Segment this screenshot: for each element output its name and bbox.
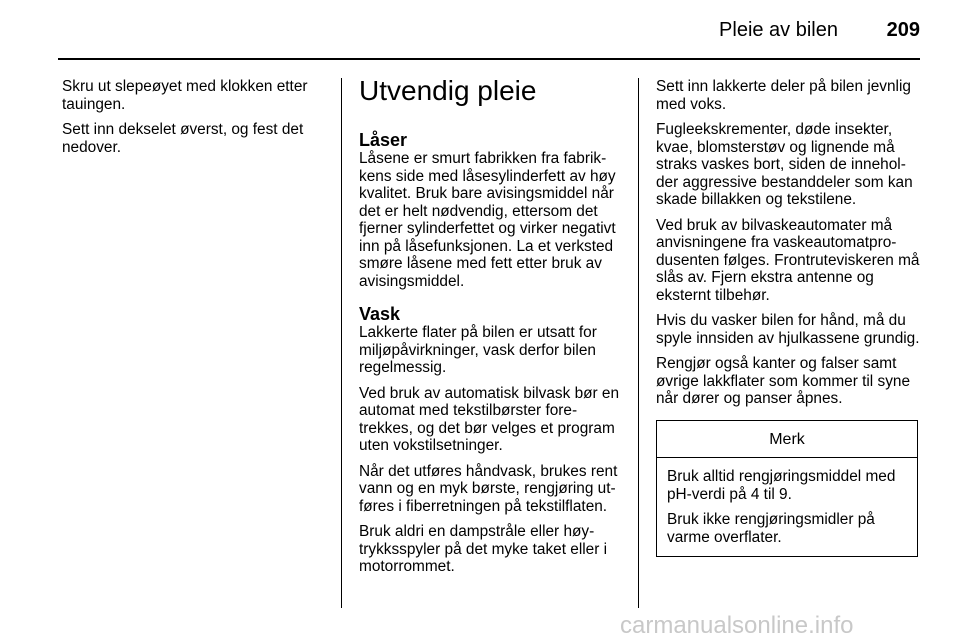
paragraph: Ved bruk av bilvaskeautomater må anvisningene fra vaskeautomatprodusenten følges. Frontruteviskeren må slås av. Fjern ekstra antenne og eksternt tilbehør. bbox=[656, 216, 920, 304]
note-paragraph: Bruk ikke rengjøringsmidler på varme overflater. bbox=[667, 511, 875, 546]
paragraph: Sett inn lakkerte deler på bilen jevnlig med voks. bbox=[656, 78, 911, 113]
note-body bbox=[657, 458, 917, 556]
header-divider bbox=[58, 58, 920, 60]
paragraph: Bruk aldri en dampstråle eller høytrykksspyler på det myke taket eller i motorrommet. bbox=[359, 523, 608, 575]
paragraph: Når det utføres håndvask, brukes rent vann og en myk børste, rengjøring utføres i fiberretningen på tekstilflaten. bbox=[359, 462, 618, 515]
subheading-laser: Låser bbox=[359, 130, 408, 150]
note-heading: Merk bbox=[657, 421, 917, 459]
column-2 bbox=[359, 75, 624, 584]
paragraph: Sett inn dekselet øverst, og fest det nedover. bbox=[62, 121, 304, 156]
running-header-title: Pleie av bilen bbox=[719, 19, 838, 41]
column-1 bbox=[62, 78, 326, 164]
note-paragraph: Bruk alltid rengjøringsmiddel med pH-verdi på 4 til 9. bbox=[667, 468, 896, 503]
subheading-vask: Vask bbox=[359, 304, 401, 324]
paragraph: Lakkerte flater på bilen er utsatt for miljøpåvirkninger, vask derfor bilen regelmessig. bbox=[359, 324, 597, 376]
column-3 bbox=[656, 78, 920, 557]
paragraph: Hvis du vasker bilen for hånd, må du spyle innsiden av hjulkassene grundig. bbox=[656, 312, 920, 347]
paragraph: Ved bruk av automatisk bilvask bør en automat med tekstilbørster foretrekkes, og det bør velges et program uten vokstilsetninger. bbox=[359, 384, 620, 454]
section-title: Utvendig pleie bbox=[359, 75, 537, 106]
paragraph: Fugleekskrementer, døde insekter, kvae, blomsterstøv og lignende må straks vaskes bort, siden de inneholder aggressive bestanddeler som kan skade billakken og tekstilene. bbox=[656, 121, 913, 208]
watermark-text: carmanualsonline.info bbox=[620, 612, 854, 639]
paragraph: Rengjør også kanter og falser samt øvrige lakkflater som kommer til syne når dører og panser åpnes. bbox=[656, 355, 911, 407]
page-number: 209 bbox=[886, 19, 920, 41]
column-divider-1 bbox=[341, 78, 342, 608]
note-box bbox=[656, 420, 918, 558]
paragraph: Låsene er smurt fabrikken fra fabrikkens side med låsesylinderfett av høy kvalitet. Bruk bare avisingsmiddel når det er helt nødvendig, ettersom det fjerner sylinderfettet og virker negativt inn på låsefunksjonen. La et verksted smøre låsene med fett etter bruk av avisingsmiddel. bbox=[359, 150, 616, 290]
paragraph: Skru ut slepeøyet med klokken etter tauingen. bbox=[62, 78, 308, 113]
column-divider-2 bbox=[638, 78, 639, 608]
